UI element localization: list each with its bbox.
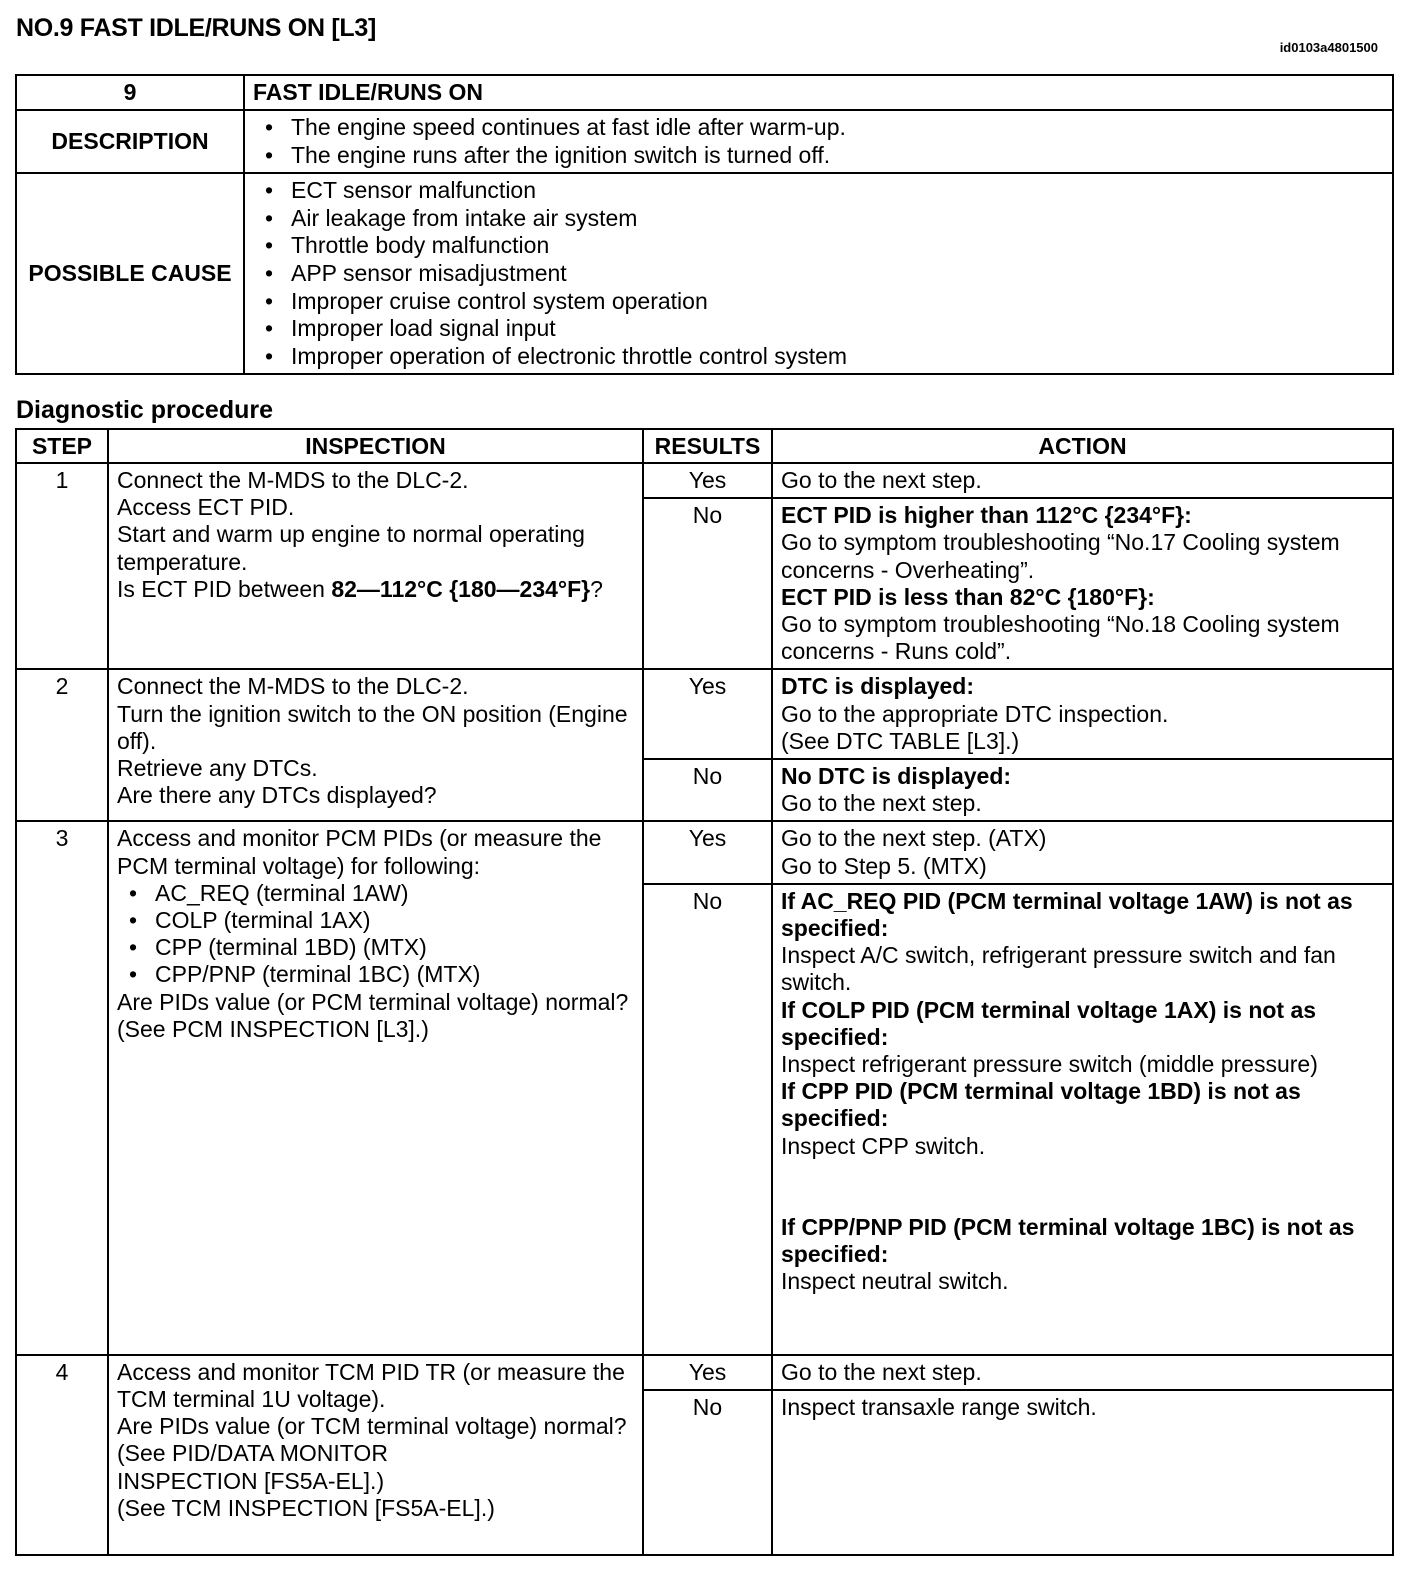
action-yes [772, 669, 1393, 759]
cause-item: • ECT sensor malfunction [265, 177, 1392, 205]
description-item: • The engine runs after the ignition switch is turned off. [265, 142, 1392, 170]
condition-label: If COLP PID (PCM terminal voltage 1AX) is not as specified: [781, 996, 1317, 1050]
question-text: Is ECT PID between [117, 575, 332, 602]
condition-label: If CPP PID (PCM terminal voltage 1BD) is not as specified: [781, 1078, 1301, 1132]
action-no [772, 884, 1393, 1355]
inspection-line: Start and warm up engine to normal operating temperature. [117, 521, 585, 575]
inspection-line: Are PIDs value (or TCM terminal voltage) normal? [117, 1413, 627, 1440]
step-number: 1 [16, 463, 108, 669]
question-range: 82—112°C {180—234°F} [331, 575, 591, 602]
cause-item: • Throttle body malfunction [265, 232, 1392, 260]
cause-item: • Air leakage from intake air system [265, 205, 1392, 233]
action-yes [772, 821, 1393, 883]
symptom-name: FAST IDLE/RUNS ON [244, 75, 1393, 110]
inspection-line: (See PID/DATA MONITOR INSPECTION [FS5A-EL].) [117, 1440, 388, 1494]
action-no: Inspect transaxle range switch. [772, 1390, 1393, 1555]
action-yes: Go to the next step. [772, 1355, 1393, 1390]
table-row [16, 669, 1393, 759]
inspection-cell [108, 1355, 643, 1555]
pid-list-item: • CPP/PNP (terminal 1BC) (MTX) [117, 961, 634, 988]
cause-item: • Improper load signal input [265, 315, 1392, 343]
result-yes: Yes [643, 463, 772, 498]
possible-cause-cell [244, 173, 1393, 374]
result-no: No [643, 759, 772, 821]
symptom-number: 9 [16, 75, 244, 110]
page-title: NO.9 FAST IDLE/RUNS ON [L3] [16, 14, 376, 42]
diagnostic-procedure-table [15, 428, 1394, 1556]
result-yes: Yes [643, 669, 772, 759]
inspection-cell [108, 669, 643, 821]
inspection-line: Connect the M-MDS to the DLC-2. [117, 467, 469, 493]
condition-label: No DTC is displayed: [781, 763, 1012, 790]
table-header-row [16, 429, 1393, 463]
action-text: Go to the next step. (ATX) [781, 825, 1047, 852]
cause-item: • Improper cruise control system operation [265, 288, 1392, 316]
inspection-line: Access and monitor PCM PIDs (or measure the PCM terminal voltage) for following: [117, 825, 602, 879]
action-text: Go to Step 5. (MTX) [781, 852, 987, 879]
step-number: 3 [16, 821, 108, 1354]
inspection-line: Are there any DTCs displayed? [117, 782, 437, 809]
step-number: 4 [16, 1355, 108, 1555]
description-cell [244, 110, 1393, 173]
result-yes: Yes [643, 1355, 772, 1390]
action-yes: Go to the next step. [772, 463, 1393, 498]
inspection-line: (See TCM INSPECTION [FS5A-EL].) [117, 1494, 495, 1521]
action-text: Inspect CPP switch. [781, 1132, 986, 1159]
result-no: No [643, 884, 772, 1355]
action-text: Go to the appropriate DTC inspection. [781, 700, 1169, 727]
action-text: Go to the next step. [781, 790, 982, 817]
condition-label: ECT PID is less than 82°C {180°F}: [781, 583, 1155, 610]
header-inspection: INSPECTION [108, 429, 643, 463]
result-no: No [643, 1390, 772, 1555]
action-text: Go to symptom troubleshooting “No.17 Cooling system concerns - Overheating”. [781, 529, 1340, 583]
inspection-line: Access ECT PID. [117, 494, 295, 521]
inspection-line: Turn the ignition switch to the ON position (Engine off). [117, 700, 628, 754]
document-id: id0103a4801500 [1279, 40, 1378, 55]
section-title: Diagnostic procedure [16, 396, 273, 424]
header-results: RESULTS [643, 429, 772, 463]
header-step: STEP [16, 429, 108, 463]
inspection-line: Access and monitor TCM PID TR (or measure the TCM terminal 1U voltage). [117, 1358, 625, 1413]
condition-label: If CPP/PNP PID (PCM terminal voltage 1BC) is not as specified: [781, 1213, 1355, 1268]
action-text: (See DTC TABLE [L3].) [781, 727, 1020, 754]
condition-label: DTC is displayed: [781, 673, 974, 700]
pid-list-item: • CPP (terminal 1BD) (MTX) [117, 934, 634, 961]
table-row [16, 821, 1393, 883]
possible-cause-label: POSSIBLE CAUSE [16, 173, 244, 374]
result-yes: Yes [643, 821, 772, 883]
spacer [781, 1160, 1384, 1214]
description-item: • The engine speed continues at fast idle after warm-up. [265, 114, 1392, 142]
cause-item: • APP sensor misadjustment [265, 260, 1392, 288]
table-row [16, 1355, 1393, 1390]
inspection-line: Retrieve any DTCs. [117, 755, 318, 782]
action-text: Inspect refrigerant pressure switch (middle pressure) [781, 1051, 1318, 1078]
table-row [16, 463, 1393, 498]
inspection-line: Connect the M-MDS to the DLC-2. [117, 673, 469, 700]
question-mark: ? [590, 575, 603, 602]
inspection-line: Are PIDs value (or PCM terminal voltage) normal? [117, 988, 629, 1015]
pid-list-item: • COLP (terminal 1AX) [117, 907, 634, 934]
result-no: No [643, 498, 772, 669]
cause-item: • Improper operation of electronic throttle control system [265, 343, 1392, 371]
inspection-line: (See PCM INSPECTION [L3].) [117, 1015, 429, 1042]
symptom-summary-table [15, 74, 1394, 375]
inspection-cell [108, 821, 643, 1354]
condition-label: ECT PID is higher than 112°C {234°F}: [781, 502, 1192, 529]
step-number: 2 [16, 669, 108, 821]
inspection-question [117, 576, 634, 603]
pid-list-item: • AC_REQ (terminal 1AW) [117, 880, 634, 907]
inspection-cell [108, 463, 643, 669]
condition-label: If AC_REQ PID (PCM terminal voltage 1AW) is not as specified: [781, 887, 1353, 942]
action-text: Go to symptom troubleshooting “No.18 Cooling system concerns - Runs cold”. [781, 611, 1340, 665]
action-no [772, 759, 1393, 821]
action-text: Inspect neutral switch. [781, 1268, 1009, 1295]
action-text: Inspect A/C switch, refrigerant pressure switch and fan switch. [781, 942, 1336, 996]
description-label: DESCRIPTION [16, 110, 244, 173]
header-action: ACTION [772, 429, 1393, 463]
action-no [772, 498, 1393, 669]
